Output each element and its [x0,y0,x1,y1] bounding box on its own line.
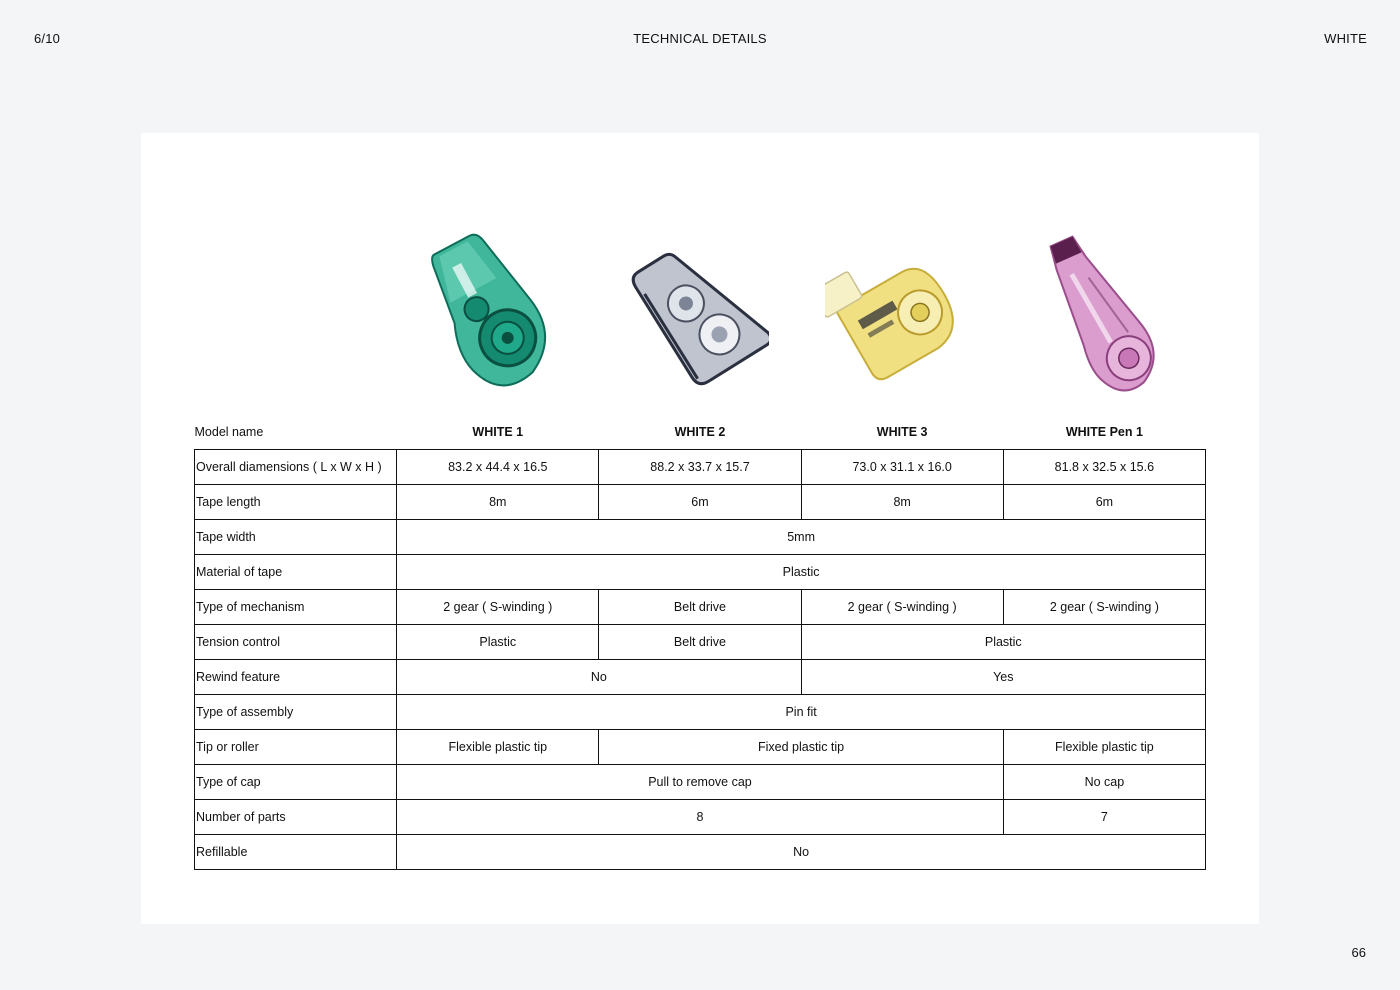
row-label: Tip or roller [195,730,397,765]
table-cell: 5mm [397,520,1206,555]
row-label: Refillable [195,835,397,870]
row-label: Tension control [195,625,397,660]
table-cell: Flexible plastic tip [397,730,599,765]
table-row [195,800,1206,835]
model-name: WHITE 2 [674,425,726,439]
table-cell: 8 [397,800,1004,835]
table-cell: No [397,660,801,695]
table-cell: 2 gear ( S-winding ) [397,590,599,625]
table-cell: Belt drive [599,625,801,660]
section-title: TECHNICAL DETAILS [633,31,767,46]
table-cell: 73.0 x 31.1 x 16.0 [801,450,1003,485]
row-label: Type of cap [195,765,397,800]
page-index: 6/10 [34,31,61,46]
table-cell: No [397,835,1206,870]
table-cell: 2 gear ( S-winding ) [801,590,1003,625]
table-cell: 83.2 x 44.4 x 16.5 [397,450,599,485]
table-cell: Plastic [397,555,1206,590]
table-cell: Pull to remove cap [397,765,1004,800]
table-cell: Plastic [801,625,1205,660]
table-cell: No cap [1003,765,1205,800]
table-row [195,520,1206,555]
table-row [195,695,1206,730]
grey-correction-tape-icon [629,238,769,388]
model-name-label: Model name [194,425,264,439]
spec-sheet [141,133,1259,924]
row-label: Material of tape [195,555,397,590]
spec-table-body [195,450,1206,870]
row-label: Rewind feature [195,660,397,695]
table-row [195,660,1206,695]
model-name: WHITE Pen 1 [1065,425,1143,439]
green-correction-tape-icon [421,225,561,400]
table-cell: 88.2 x 33.7 x 15.7 [599,450,801,485]
page-number: 66 [1351,945,1366,960]
brand-name: WHITE [1324,31,1367,46]
spec-table [194,415,1206,870]
table-cell: 6m [599,485,801,520]
table-row [195,765,1206,800]
model-header-row [195,415,1206,450]
model-name: WHITE 1 [472,425,524,439]
table-cell: Yes [801,660,1205,695]
table-cell: Fixed plastic tip [599,730,1003,765]
row-label: Tape width [195,520,397,555]
table-cell: 2 gear ( S-winding ) [1003,590,1205,625]
yellow-correction-tape-icon [825,241,965,386]
row-label: Overall diamensions ( L x W x H ) [195,450,397,485]
table-cell: 81.8 x 32.5 x 15.6 [1003,450,1205,485]
row-label: Number of parts [195,800,397,835]
table-cell: 6m [1003,485,1205,520]
product-images [141,133,1259,413]
row-label: Type of mechanism [195,590,397,625]
table-row [195,485,1206,520]
model-name: WHITE 3 [876,425,928,439]
table-cell: 7 [1003,800,1205,835]
table-cell: Plastic [397,625,599,660]
table-row [195,730,1206,765]
table-cell: 8m [801,485,1003,520]
table-row [195,625,1206,660]
table-row [195,590,1206,625]
pink-correction-pen-icon [1033,225,1173,405]
row-label: Type of assembly [195,695,397,730]
table-cell: Belt drive [599,590,801,625]
table-cell: 8m [397,485,599,520]
table-row [195,555,1206,590]
table-row [195,835,1206,870]
table-cell: Flexible plastic tip [1003,730,1205,765]
row-label: Tape length [195,485,397,520]
table-cell: Pin fit [397,695,1206,730]
table-row [195,450,1206,485]
